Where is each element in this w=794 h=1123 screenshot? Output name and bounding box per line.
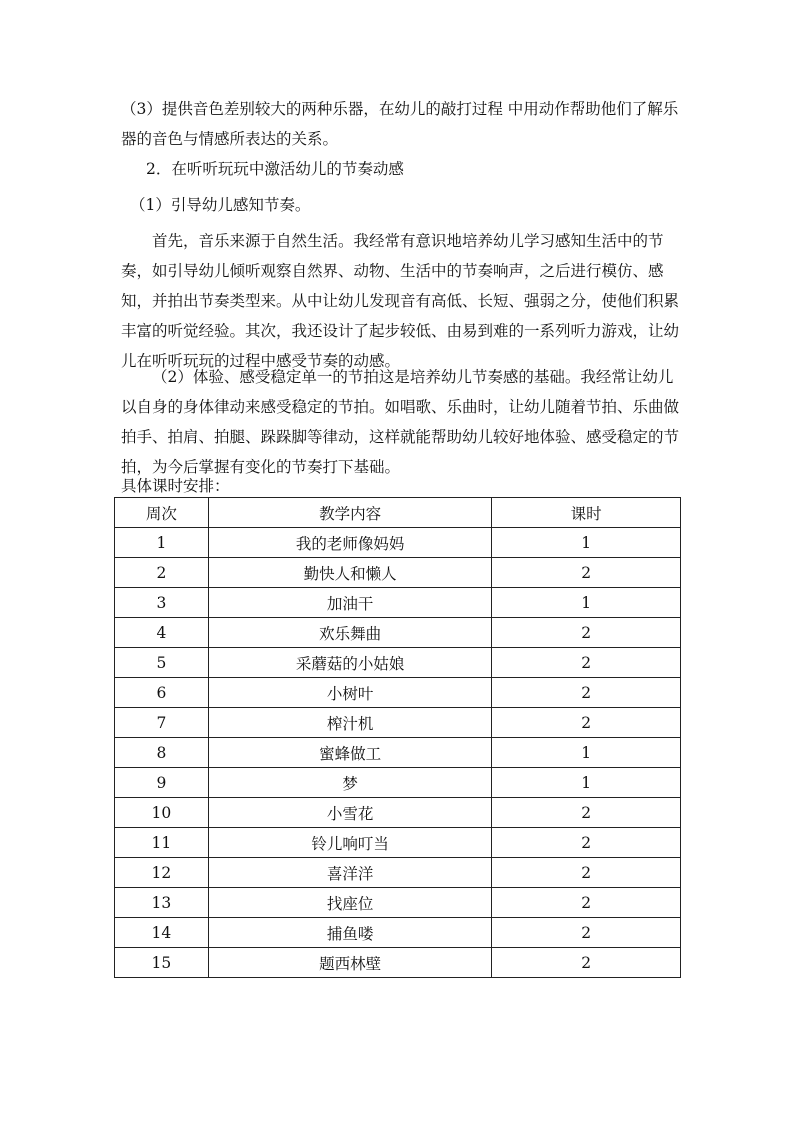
cell-content: 勤快人和懒人: [208, 558, 491, 588]
cell-hours: 2: [492, 798, 681, 828]
cell-hours: 2: [492, 558, 681, 588]
cell-content: 加油干: [208, 588, 491, 618]
cell-hours: 2: [492, 888, 681, 918]
cell-content: 找座位: [208, 888, 491, 918]
table-header-row: [115, 498, 681, 528]
table-row: [115, 858, 681, 888]
table-caption: 具体课时安排：: [121, 477, 230, 495]
header-week: 周次: [115, 498, 209, 528]
cell-content: 小雪花: [208, 798, 491, 828]
cell-content: 我的老师像妈妈: [208, 528, 491, 558]
cell-week: 15: [115, 948, 209, 978]
paragraph-instrument-timbre: （3）提供音色差别较大的两种乐器，在幼儿的敲打过程 中用动作帮助他们了解乐器的音色与情感所表达的关系。: [121, 100, 679, 148]
cell-week: 11: [115, 828, 209, 858]
cell-content: 蜜蜂做工: [208, 738, 491, 768]
cell-week: 12: [115, 858, 209, 888]
cell-week: 8: [115, 738, 209, 768]
paragraph-rhythm-perception: 首先，音乐来源于自然生活。我经常有意识地培养幼儿学习感知生活中的节奏，如引导幼儿倾听观察自然界、动物、生活中的节奏响声，之后进行模仿、感知，并拍出节奏类型来。从中让幼儿发现音有高低、长短、强弱之分，使他们积累丰富的听觉经验。其次，我还设计了起步较低、由易到难的一系列听力游戏，让幼儿在听听玩玩的过程中感受节奏的动感。: [121, 232, 680, 370]
cell-hours: 2: [492, 948, 681, 978]
cell-week: 5: [115, 648, 209, 678]
cell-week: 2: [115, 558, 209, 588]
table-row: [115, 648, 681, 678]
table-row: [115, 738, 681, 768]
table-row: [115, 948, 681, 978]
cell-hours: 2: [492, 648, 681, 678]
cell-hours: 1: [492, 738, 681, 768]
cell-week: 10: [115, 798, 209, 828]
table-row: [115, 678, 681, 708]
cell-week: 9: [115, 768, 209, 798]
cell-hours: 2: [492, 918, 681, 948]
cell-content: 捕鱼喽: [208, 918, 491, 948]
cell-hours: 2: [492, 828, 681, 858]
cell-hours: 1: [492, 768, 681, 798]
cell-hours: 1: [492, 528, 681, 558]
cell-week: 3: [115, 588, 209, 618]
cell-week: 7: [115, 708, 209, 738]
cell-week: 13: [115, 888, 209, 918]
cell-hours: 2: [492, 858, 681, 888]
cell-content: 采蘑菇的小姑娘: [208, 648, 491, 678]
table-row: [115, 528, 681, 558]
table-row: [115, 618, 681, 648]
cell-content: 题西林壁: [208, 948, 491, 978]
subheading-perceive-rhythm: （1）引导幼儿感知节奏。: [130, 196, 311, 214]
table-row: [115, 828, 681, 858]
cell-hours: 2: [492, 678, 681, 708]
table-row: [115, 768, 681, 798]
cell-week: 14: [115, 918, 209, 948]
cell-content: 喜洋洋: [208, 858, 491, 888]
cell-hours: 1: [492, 588, 681, 618]
cell-content: 欢乐舞曲: [208, 618, 491, 648]
table-row: [115, 888, 681, 918]
cell-content: 梦: [208, 768, 491, 798]
cell-content: 榨汁机: [208, 708, 491, 738]
cell-hours: 2: [492, 618, 681, 648]
cell-content: 小树叶: [208, 678, 491, 708]
cell-week: 4: [115, 618, 209, 648]
table-row: [115, 918, 681, 948]
cell-content: 铃儿响叮当: [208, 828, 491, 858]
section-heading-rhythm: 2．在听听玩玩中激活幼儿的节奏动感: [146, 160, 404, 178]
cell-hours: 2: [492, 708, 681, 738]
table-row: [115, 588, 681, 618]
header-hours: 课时: [492, 498, 681, 528]
header-content: 教学内容: [208, 498, 491, 528]
schedule-table: [114, 497, 681, 978]
table-row: [115, 798, 681, 828]
table-row: [115, 558, 681, 588]
table-row: [115, 708, 681, 738]
cell-week: 1: [115, 528, 209, 558]
cell-week: 6: [115, 678, 209, 708]
paragraph-steady-beat: （2）体验、感受稳定单一的节拍这是培养幼儿节奏感的基础。我经常让幼儿以自身的身体律动来感受稳定的节拍。如唱歌、乐曲时，让幼儿随着节拍、乐曲做拍手、拍肩、拍腿、跺跺脚等律动，这样就能帮助幼儿较好地体验、感受稳定的节拍，为今后掌握有变化的节奏打下基础。: [121, 368, 680, 476]
